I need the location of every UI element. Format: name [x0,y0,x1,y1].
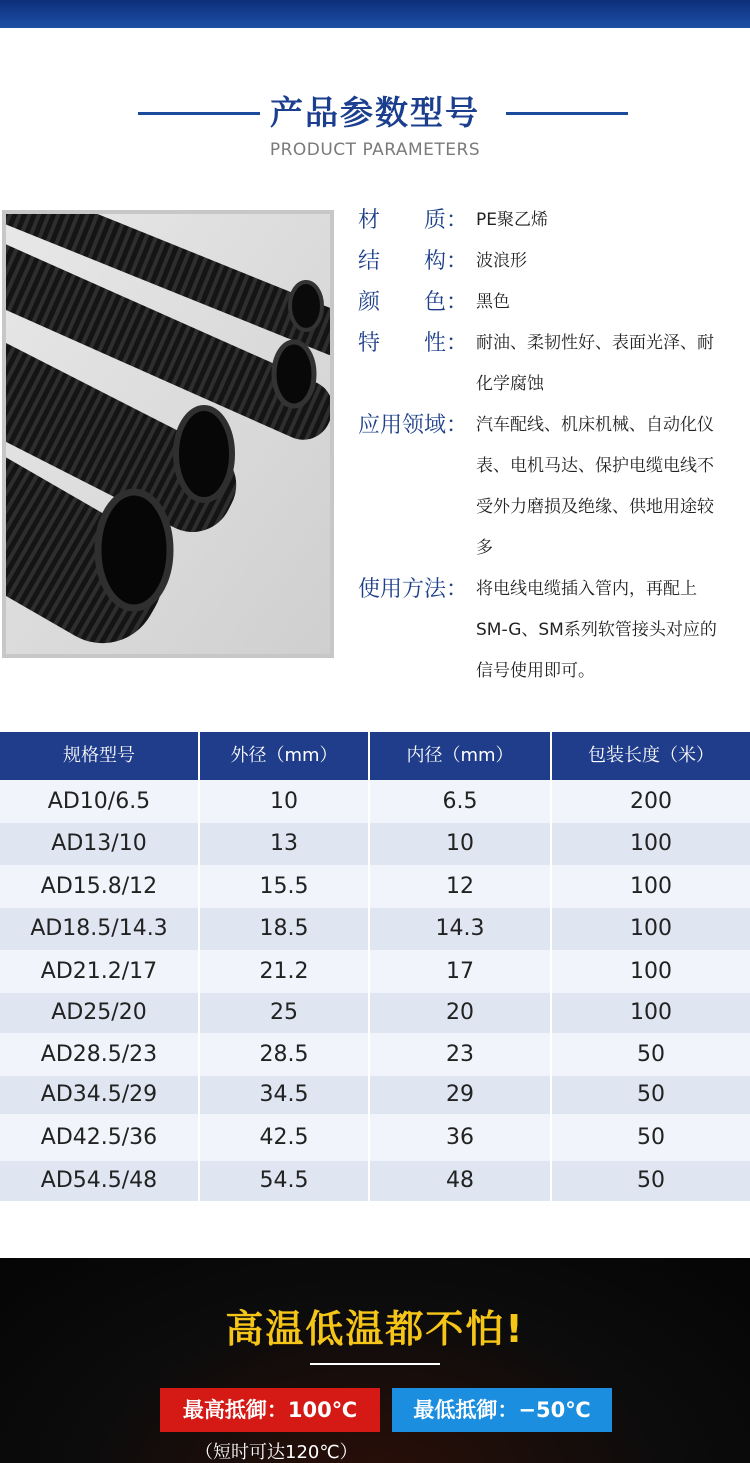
spec-value: 波浪形 [476,251,527,271]
spec-value: 将电线电缆插入管内，再配上SM-G、SM系列软管接头对应的信号使用即可。 [476,579,717,681]
spec-value: PE聚乙烯 [476,210,548,230]
table-cell: AD18.5/14.3 [0,908,200,950]
table-row [0,1114,750,1161]
table-cell: 13 [200,823,370,865]
page-subtitle: PRODUCT PARAMETERS [269,140,481,160]
header-rule-right [506,112,628,115]
table-cell: 42.5 [200,1114,370,1161]
banner-divider [310,1363,440,1365]
table-cell: AD54.5/48 [0,1161,200,1201]
table-cell: 100 [630,1000,672,1025]
spec-label: 材 质： [358,208,469,233]
table-cell: 14.3 [370,908,552,950]
parameter-table [0,732,750,1201]
table-cell: 100 [630,831,672,856]
spec-label: 应用领域： [358,413,469,438]
spec-label: 特 性： [358,331,469,356]
table-cell: 17 [370,950,552,993]
table-cell: 50 [637,1168,665,1193]
spec-properties [358,323,750,405]
product-photo [2,210,334,658]
table-row [0,950,750,993]
table-cell: 23 [370,1033,552,1076]
column-header-package-length: 包装长度（米） [588,745,714,766]
table-cell: 100 [630,916,672,941]
table-row [0,993,750,1033]
column-header-model: 规格型号 [0,732,200,780]
table-cell: AD21.2/17 [0,950,200,993]
table-cell: AD13/10 [0,823,200,865]
column-header-inner-diameter: 内径（mm） [370,732,552,780]
spec-value: 黑色 [476,292,510,312]
table-cell: AD42.5/36 [0,1114,200,1161]
section-header [0,78,750,160]
top-band [0,0,750,28]
spec-color [358,282,750,323]
table-cell: 54.5 [200,1161,370,1201]
table-cell: 10 [200,780,370,823]
table-row [0,1033,750,1076]
corrugated-tube-illustration [6,214,330,654]
table-cell: 200 [630,789,672,814]
spec-value: 耐油、柔韧性好、表面光泽、耐化学腐蚀 [476,333,714,394]
table-row [0,1161,750,1201]
header-rule-left [138,112,260,115]
table-cell: 18.5 [200,908,370,950]
spec-structure [358,241,750,282]
spec-material [358,200,750,241]
table-cell: AD28.5/23 [0,1033,200,1076]
max-temperature-badge: 最高抵御：100℃ [160,1388,380,1432]
spec-value: 汽车配线、机床机械、自动化仪表、电机马达、保护电缆电线不受外力磨损及绝缘、供地用途较多 [476,415,714,558]
table-cell: AD25/20 [0,993,200,1033]
table-body [0,780,750,1201]
table-cell: AD15.8/12 [0,865,200,908]
table-cell: AD34.5/29 [0,1076,200,1114]
table-cell: 6.5 [370,780,552,823]
table-cell: 34.5 [200,1076,370,1114]
spec-label: 颜 色： [358,290,469,315]
page-title: 产品参数型号 [270,93,480,132]
spec-label: 使用方法： [358,577,469,602]
temperature-banner [0,1258,750,1463]
spec-applications [358,405,750,569]
table-row [0,1076,750,1114]
spec-label: 结 构： [358,249,469,274]
column-header-outer-diameter: 外径（mm） [200,732,370,780]
table-row [0,780,750,823]
table-cell: 25 [200,993,370,1033]
table-row [0,823,750,865]
spec-usage [358,569,750,692]
table-cell: 20 [370,993,552,1033]
spec-list [358,200,750,692]
table-cell: 100 [630,959,672,984]
table-row [0,865,750,908]
table-cell: AD10/6.5 [0,780,200,823]
short-term-note: （短时可达120℃） [195,1442,358,1463]
table-cell: 36 [370,1114,552,1161]
table-cell: 10 [370,823,552,865]
table-row [0,908,750,950]
table-cell: 50 [637,1082,665,1107]
table-cell: 29 [370,1076,552,1114]
table-cell: 28.5 [200,1033,370,1076]
table-header [0,732,750,780]
min-temperature-badge: 最低抵御：−50℃ [392,1388,612,1432]
table-cell: 12 [370,865,552,908]
table-cell: 50 [637,1042,665,1067]
table-cell: 15.5 [200,865,370,908]
table-cell: 100 [630,874,672,899]
table-cell: 21.2 [200,950,370,993]
table-cell: 50 [637,1125,665,1150]
table-cell: 48 [370,1161,552,1201]
banner-title: 高温低温都不怕! [225,1307,525,1351]
